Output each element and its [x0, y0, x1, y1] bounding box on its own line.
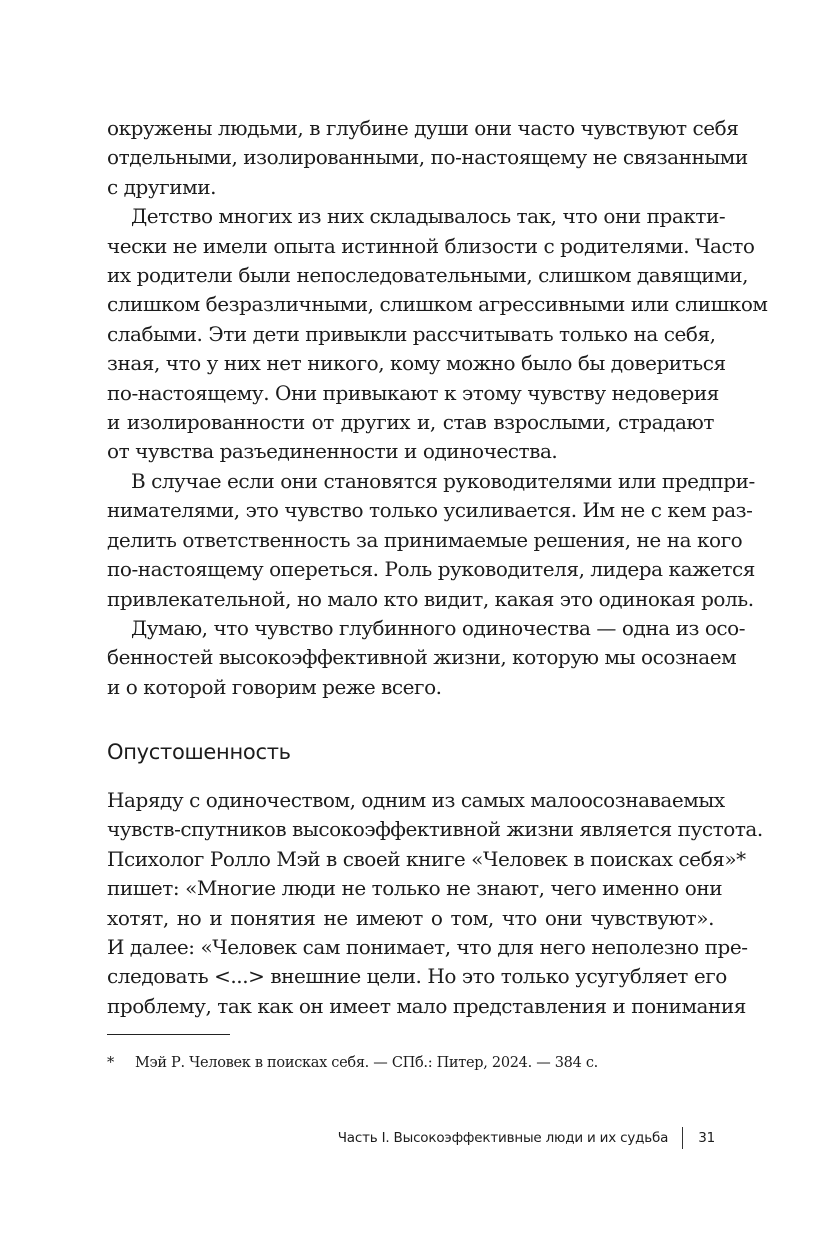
text-line: их родители были непоследовательными, слишком давящими,	[107, 263, 749, 288]
text-line: Наряду с одиночеством, одним из самых малоосознаваемых	[107, 788, 725, 812]
text-line: И далее: «Человек сам понимает, что для него неполезно пре-	[107, 935, 748, 960]
text-line: пишет: «Многие люди не только не знают, чего именно они	[107, 876, 723, 901]
text-line: Думаю, что чувство глубинного одиночества — одна из осо-	[131, 615, 746, 640]
text-line: привлекательной, но мало кто видит, какая это одинокая роль.	[107, 586, 754, 611]
text-line: от чувства разъединенности и одиночества.	[107, 439, 558, 464]
text-line: окружены людьми, в глубине души они часто чувствуют себя	[107, 116, 739, 140]
text-line: и о которой говорим реже всего.	[107, 674, 442, 699]
text-line: чески не имели опыта истинной близости с родителями. Часто	[107, 233, 755, 258]
text-line: слишком безразличными, слишком агрессивными или слишком	[107, 292, 768, 317]
text-line: с другими.	[107, 174, 216, 199]
text-line: нимателями, это чувство только усиливается. Им не с кем раз-	[107, 498, 753, 523]
body-text-top	[107, 114, 768, 702]
text-line: делить ответственность за принимаемые решения, не на кого	[107, 527, 743, 552]
text-line: проблему, так как он имеет мало представления и понимания	[107, 993, 746, 1018]
footnote-text: Мэй Р. Человек в поисках себя. — СПб.: Питер, 2024. — 384 с.	[135, 1055, 598, 1071]
text-line: по-настоящему опереться. Роль руководителя, лидера кажется	[107, 557, 755, 582]
page-number: 31	[698, 1130, 715, 1146]
section-heading: Опустошенность	[107, 740, 291, 764]
text-line: бенностей высокоэффективной жизни, которую мы осознаем	[107, 645, 737, 670]
text-line: и изолированности от других и, став взрослыми, страдают	[107, 410, 714, 435]
running-title: Часть I. Высокоэффективные люди и их судьба	[337, 1130, 669, 1146]
body-text-bottom	[107, 786, 763, 1021]
text-line: Детство многих из них складывалось так, что они практи-	[131, 204, 726, 229]
footer-divider	[682, 1127, 683, 1149]
text-line: В случае если они становятся руководителями или предпри-	[131, 468, 755, 493]
text-line: следовать <...> внешние цели. Но это только усугубляет его	[107, 964, 727, 989]
text-line: зная, что у них нет никого, кому можно было бы довериться	[107, 351, 726, 376]
text-line: отдельными, изолированными, по-настоящему не связанными	[107, 145, 748, 170]
text-line: по-настоящему. Они привыкают к этому чувству недоверия	[107, 380, 719, 405]
text-line: слабыми. Эти дети привыкли рассчитывать только на себя,	[107, 321, 716, 346]
text-line: чувств-спутников высокоэффективной жизни является пустота.	[107, 817, 763, 842]
footnote	[107, 1055, 598, 1071]
footnote-divider	[107, 1034, 230, 1035]
text-line: Психолог Ролло Мэй в своей книге «Человек в поисках себя»*	[107, 846, 746, 871]
text-line: хотят, но и понятия не имеют о том, что они чувствуют».	[107, 905, 714, 930]
running-footer	[338, 1127, 715, 1149]
footnote-marker: *	[107, 1055, 114, 1071]
